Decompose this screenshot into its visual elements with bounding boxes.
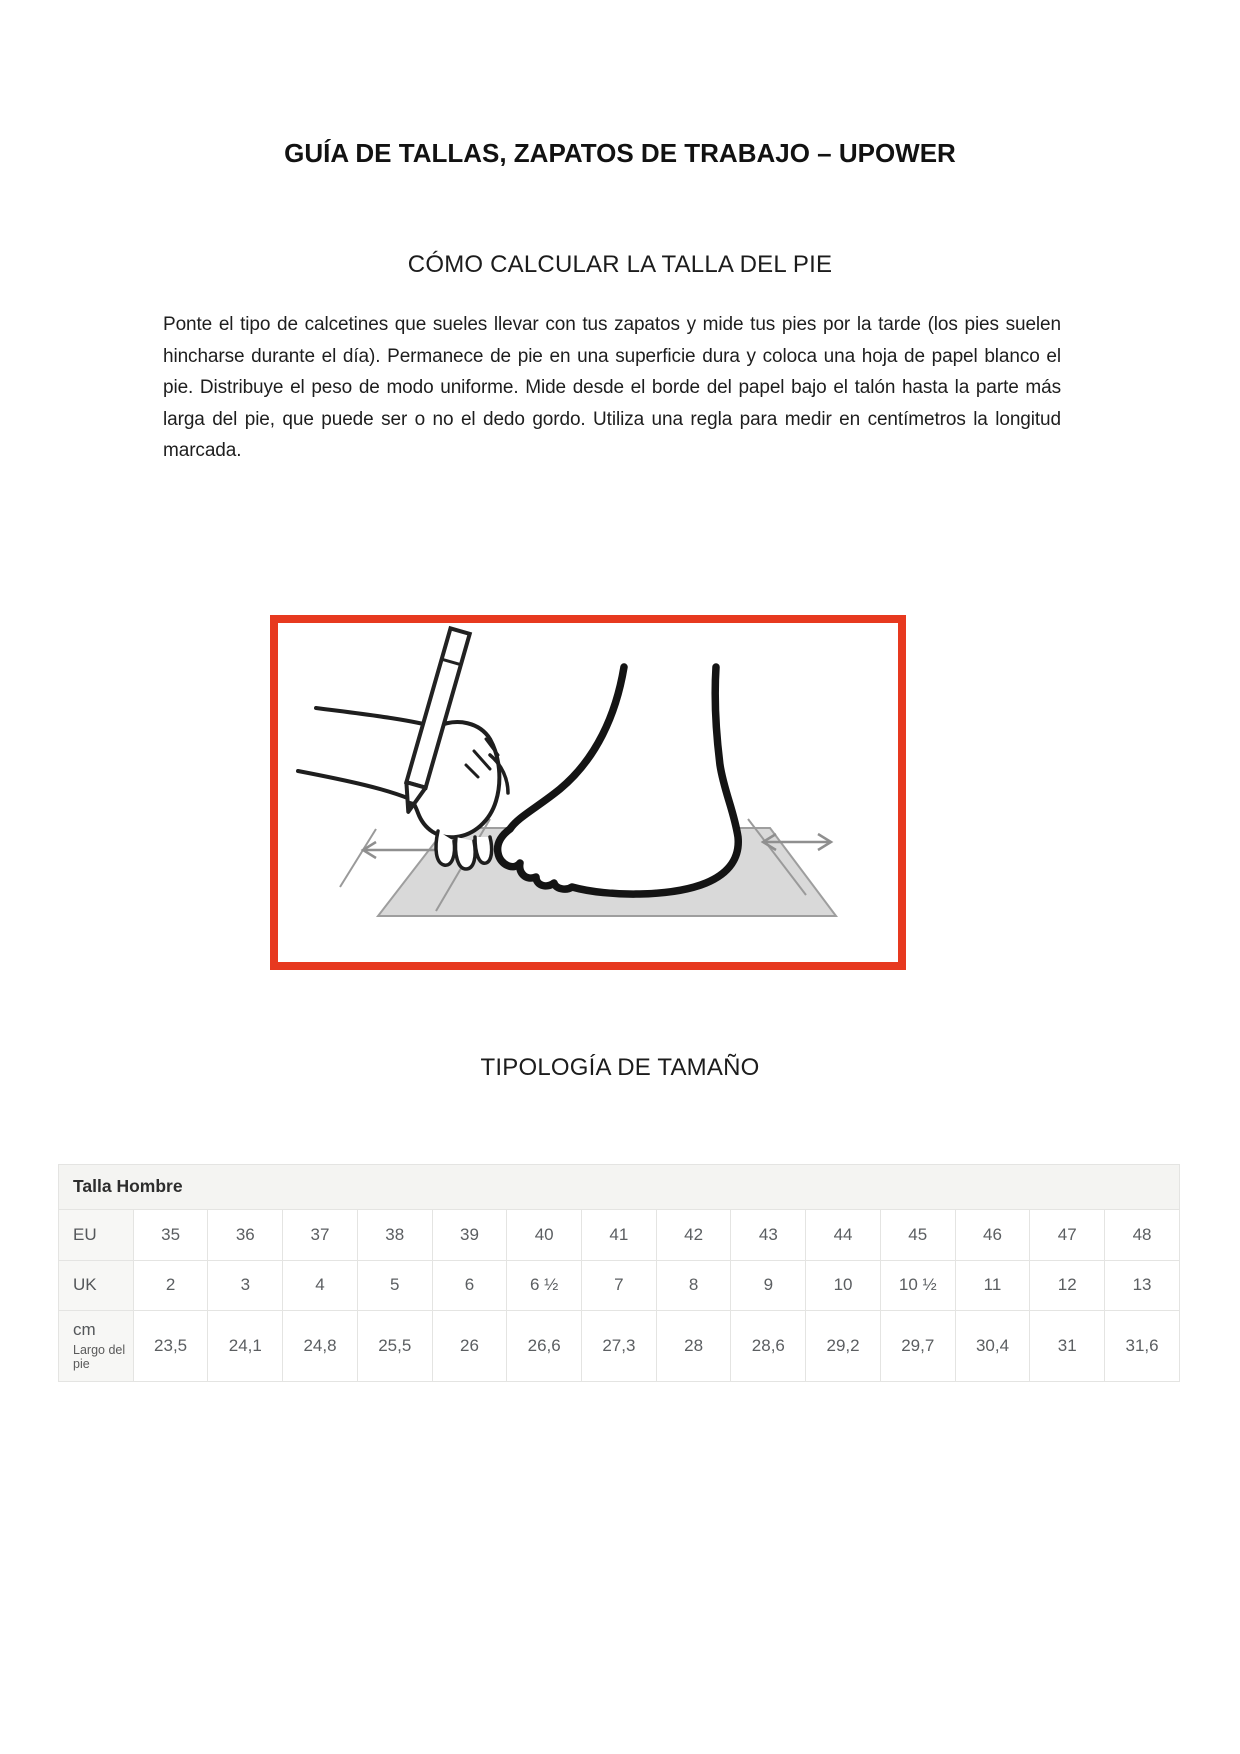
size-cell: 24,1 [208,1310,283,1381]
size-cell: 35 [133,1209,208,1260]
row-label: cm Largo del pie [59,1310,134,1381]
row-sublabel: Largo del pie [73,1343,126,1371]
size-cell: 36 [208,1209,283,1260]
size-cell: 24,8 [283,1310,358,1381]
table-row [59,1209,1180,1260]
size-cell: 23,5 [133,1310,208,1381]
foot-measurement-figure [270,615,906,970]
instructions-paragraph: Ponte el tipo de calcetines que sueles llevar con tus zapatos y mide tus pies por la tarde (los pies suelen hincharse durante el día). Permanece de pie en una superficie dura y coloca una hoja de papel blanco el pie. Distribuye el peso de modo uniforme. Mide desde el borde del papel bajo el talón hasta la parte más larga del pie, que puede ser o no el dedo gordo. Utiliza una regla para medir en centímetros la longitud marcada. [163,314,1061,461]
row-label: EU [59,1209,134,1260]
size-cell: 31,6 [1105,1310,1180,1381]
size-cell: 39 [432,1209,507,1260]
size-cell: 26,6 [507,1310,582,1381]
size-cell: 4 [283,1260,358,1310]
size-cell: 31 [1030,1310,1105,1381]
size-table-body [59,1209,1180,1381]
size-cell: 28 [656,1310,731,1381]
size-cell: 12 [1030,1260,1105,1310]
size-cell: 5 [357,1260,432,1310]
size-cell: 43 [731,1209,806,1260]
size-cell: 42 [656,1209,731,1260]
size-cell: 7 [582,1260,657,1310]
size-cell: 45 [880,1209,955,1260]
table-row [59,1310,1180,1381]
size-cell: 29,7 [880,1310,955,1381]
foot-measurement-illustration [278,623,898,962]
size-cell: 28,6 [731,1310,806,1381]
size-cell: 37 [283,1209,358,1260]
size-cell: 11 [955,1260,1030,1310]
size-cell: 6 ½ [507,1260,582,1310]
size-cell: 8 [656,1260,731,1310]
size-cell: 40 [507,1209,582,1260]
size-cell: 25,5 [357,1310,432,1381]
size-cell: 44 [806,1209,881,1260]
row-label: UK [59,1260,134,1310]
right-measure-arrow [763,834,831,850]
size-cell: 13 [1105,1260,1180,1310]
size-table [58,1164,1180,1382]
size-cell: 3 [208,1260,283,1310]
size-cell: 27,3 [582,1310,657,1381]
size-cell: 26 [432,1310,507,1381]
size-cell: 46 [955,1209,1030,1260]
size-cell: 30,4 [955,1310,1030,1381]
size-cell: 6 [432,1260,507,1310]
section-heading-tipologia: TIPOLOGÍA DE TAMAÑO [480,1053,760,1081]
table-title-row [59,1164,1180,1209]
size-cell: 10 ½ [880,1260,955,1310]
size-cell: 48 [1105,1209,1180,1260]
size-cell: 47 [1030,1209,1105,1260]
size-cell: 41 [582,1209,657,1260]
page-title: GUÍA DE TALLAS, ZAPATOS DE TRABAJO – UPOWER [284,138,956,168]
table-title: Talla Hombre [59,1164,1180,1209]
table-row [59,1260,1180,1310]
size-cell: 38 [357,1209,432,1260]
size-cell: 29,2 [806,1310,881,1381]
size-cell: 2 [133,1260,208,1310]
size-cell: 9 [731,1260,806,1310]
size-cell: 10 [806,1260,881,1310]
section-heading-como-calcular: CÓMO CALCULAR LA TALLA DEL PIE [407,251,833,278]
